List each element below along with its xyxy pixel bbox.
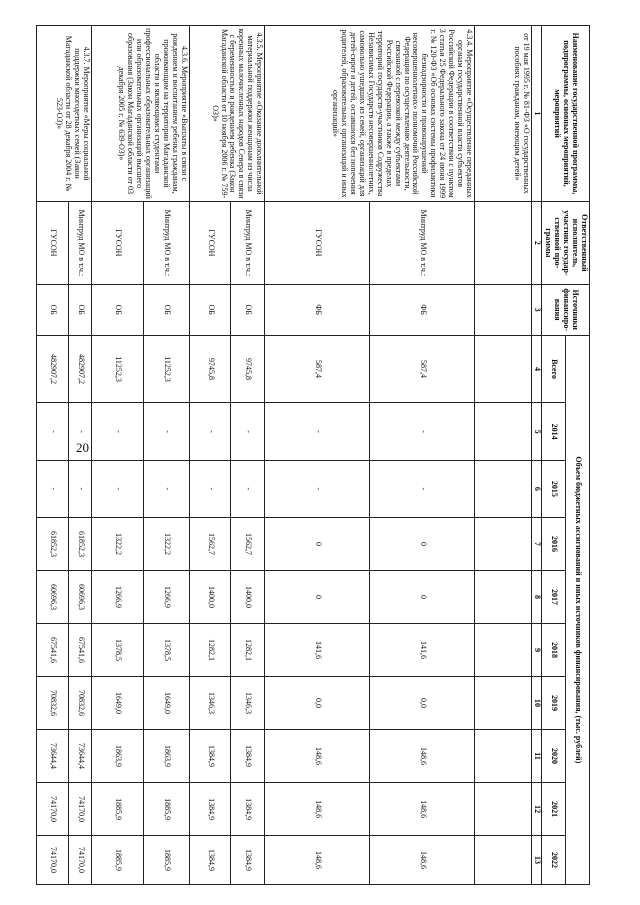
- value-cell: 148,6: [370, 783, 475, 836]
- table-row: [231, 26, 265, 885]
- value-cell: 1282,1: [190, 624, 231, 677]
- value-cell: 1384,9: [231, 730, 265, 783]
- value-cell: [475, 624, 532, 677]
- value-cell: -: [370, 403, 475, 460]
- value-cell: 73644,4: [69, 730, 92, 783]
- value-cell: 1863,9: [144, 730, 190, 783]
- value-cell: 1384,9: [190, 836, 231, 885]
- value-cell: 1346,3: [190, 677, 231, 730]
- value-cell: -: [37, 460, 69, 517]
- total-cell: [475, 335, 532, 403]
- value-cell: -: [231, 403, 265, 460]
- column-index: 9: [532, 624, 542, 677]
- value-cell: 70832,6: [37, 677, 69, 730]
- value-cell: 70832,6: [69, 677, 92, 730]
- table-row: [144, 26, 190, 885]
- column-index: 5: [532, 403, 542, 460]
- responsible-cell: [475, 202, 532, 285]
- total-cell: 482907,2: [37, 335, 69, 403]
- column-index: 8: [532, 571, 542, 624]
- value-cell: 1266,9: [144, 571, 190, 624]
- value-cell: -: [91, 460, 143, 517]
- value-cell: [475, 677, 532, 730]
- value-cell: -: [231, 460, 265, 517]
- value-cell: 141,6: [265, 624, 370, 677]
- header-year: 2020: [542, 730, 566, 783]
- value-cell: 1378,5: [91, 624, 143, 677]
- value-cell: 61852,3: [37, 517, 69, 570]
- value-cell: 1266,9: [91, 571, 143, 624]
- value-cell: 148,6: [370, 730, 475, 783]
- value-cell: 0,0: [370, 677, 475, 730]
- total-cell: 11252,3: [91, 335, 143, 403]
- responsible-cell: ГУСОН: [91, 202, 143, 285]
- value-cell: -: [370, 460, 475, 517]
- value-cell: 0: [265, 517, 370, 570]
- value-cell: 1282,1: [231, 624, 265, 677]
- header-name: Наименование государственной программы, подпрограммы, основных мероприятий, мероприятий: [542, 26, 590, 202]
- measure-name: от 19 мая 1995 г. № 81-ФЗ «О государственных пособиях гражданам, имеющим детей»: [475, 26, 532, 202]
- header-year: 2016: [542, 517, 566, 570]
- value-cell: 67541,6: [69, 624, 92, 677]
- value-cell: 1400,0: [231, 571, 265, 624]
- source-cell: ОБ: [37, 284, 69, 335]
- value-cell: 1322,2: [144, 517, 190, 570]
- value-cell: 67541,6: [37, 624, 69, 677]
- source-cell: ОБ: [144, 284, 190, 335]
- value-cell: 1384,9: [231, 783, 265, 836]
- responsible-cell: Минтруд МО в т.ч.:: [144, 202, 190, 285]
- column-index: 3: [532, 284, 542, 335]
- header-year: 2022: [542, 836, 566, 885]
- column-index: 2: [532, 202, 542, 285]
- value-cell: -: [190, 460, 231, 517]
- source-cell: ОБ: [91, 284, 143, 335]
- source-cell: ОБ: [231, 284, 265, 335]
- value-cell: -: [265, 403, 370, 460]
- column-index: 12: [532, 783, 542, 836]
- value-cell: -: [190, 403, 231, 460]
- total-cell: 11252,3: [144, 335, 190, 403]
- responsible-cell: Минтруд МО в т.ч.:: [69, 202, 92, 285]
- value-cell: [475, 571, 532, 624]
- value-cell: 1562,7: [190, 517, 231, 570]
- value-cell: -: [69, 460, 92, 517]
- column-index: 4: [532, 335, 542, 403]
- value-cell: 0: [370, 571, 475, 624]
- source-cell: ФБ: [265, 284, 370, 335]
- header-responsible: Ответственный исполнитель, участник государ-ственной про-граммы: [542, 202, 590, 285]
- value-cell: 1384,9: [190, 730, 231, 783]
- value-cell: 148,6: [265, 836, 370, 885]
- value-cell: 1384,9: [231, 836, 265, 885]
- value-cell: 1384,9: [190, 783, 231, 836]
- value-cell: 1885,9: [144, 836, 190, 885]
- column-index: 6: [532, 460, 542, 517]
- header-volume: Объем бюджетных ассигнований и иных источников финансирования, (тыс. рублей): [566, 335, 590, 884]
- measure-name: 4.3.4. Мероприятие «Осуществление переданных органам государственной власти субъектов Российской Федерации в соответствии с пунктом 3 статьи 25 Федерального закона от 24 июня 1999 г. № 120-ФЗ «Об основах системы профилактики безнадзорности и правонарушений несовершеннолетних» полномочий Российской Федерации по осуществлению деятельности, связанной с перевозкой между субъектами Российской Федерации, а также в пределах территорий государств-участников Содружества Независимых Государств несовершеннолетних, самовольно ушедших из семей, организаций для детей-сирот и детей, оставшихся без попечения родителей, образовательных организаций и иных организаций»: [265, 26, 475, 202]
- total-cell: 587,4: [370, 335, 475, 403]
- total-cell: 587,4: [265, 335, 370, 403]
- value-cell: 1885,9: [91, 836, 143, 885]
- table-row: [370, 26, 475, 885]
- header-total: Всего: [542, 335, 566, 403]
- value-cell: -: [144, 460, 190, 517]
- responsible-cell: ГУСОН: [190, 202, 231, 285]
- column-index: 7: [532, 517, 542, 570]
- table-row: [69, 26, 92, 885]
- value-cell: 1400,0: [190, 571, 231, 624]
- value-cell: -: [144, 403, 190, 460]
- value-cell: -: [37, 403, 69, 460]
- value-cell: [475, 403, 532, 460]
- value-cell: 1322,2: [91, 517, 143, 570]
- value-cell: -: [69, 403, 92, 460]
- column-index: 1: [532, 26, 542, 202]
- value-cell: 1378,5: [144, 624, 190, 677]
- responsible-cell: ГУСОН: [265, 202, 370, 285]
- value-cell: 74170,0: [69, 836, 92, 885]
- value-cell: 60696,3: [69, 571, 92, 624]
- value-cell: 1346,3: [231, 677, 265, 730]
- value-cell: 74170,0: [37, 836, 69, 885]
- value-cell: -: [265, 460, 370, 517]
- total-cell: 9745,8: [190, 335, 231, 403]
- value-cell: 0,0: [265, 677, 370, 730]
- measure-name: 4.3.7. Мероприятие «Меры социальной поддержки многодетных семей (Закон Магаданской области от 28 декабря 2004 г. № 523-ОЗ)»: [37, 26, 92, 202]
- financing-table: [36, 25, 590, 885]
- source-cell: [475, 284, 532, 335]
- header-row: [566, 26, 590, 885]
- responsible-cell: Минтруд МО в т.ч.:: [370, 202, 475, 285]
- column-index: 10: [532, 677, 542, 730]
- value-cell: 141,6: [370, 624, 475, 677]
- value-cell: 61852,3: [69, 517, 92, 570]
- column-index-row: [532, 26, 542, 885]
- header-year: 2014: [542, 403, 566, 460]
- value-cell: -: [91, 403, 143, 460]
- value-cell: 74170,0: [69, 783, 92, 836]
- value-cell: 148,6: [265, 730, 370, 783]
- value-cell: [475, 460, 532, 517]
- value-cell: 1649,0: [144, 677, 190, 730]
- responsible-cell: Минтруд МО в т.ч.:: [231, 202, 265, 285]
- source-cell: ФБ: [370, 284, 475, 335]
- column-index: 11: [532, 730, 542, 783]
- value-cell: 1649,0: [91, 677, 143, 730]
- value-cell: 0: [370, 517, 475, 570]
- header-year: 2015: [542, 460, 566, 517]
- header-year: 2018: [542, 624, 566, 677]
- rotated-table-wrapper: [49, 25, 590, 885]
- value-cell: 1562,7: [231, 517, 265, 570]
- header-year: 2017: [542, 571, 566, 624]
- table-row: [475, 26, 532, 885]
- source-cell: ОБ: [69, 284, 92, 335]
- header-source: Источники финансиро-вания: [542, 284, 590, 335]
- page-number: 20: [76, 440, 89, 455]
- total-cell: 9745,8: [231, 335, 265, 403]
- measure-name: 4.3.5. Мероприятие «Оказание дополнительной материальной поддержки женщинам из числа коренных малочисленных народов Севера в связи с беременностью и рождением ребенка (Закон Магаданской области от 10 ноября 2006 г. № 759-ОЗ)»: [190, 26, 265, 202]
- value-cell: 73644,4: [37, 730, 69, 783]
- measure-name: 4.3.6. Мероприятие «Выплаты в связи с рождением и воспитанием ребенка гражданам, проживающим на территории Магаданской области и являющимся студентами профессиональных образовательных организаций или образовательных организаций высшего образования (Закон Магаданской области от 03 декабря 2005 г. № 639-ОЗ)»: [91, 26, 189, 202]
- value-cell: 148,6: [265, 783, 370, 836]
- value-cell: [475, 517, 532, 570]
- value-cell: 1885,9: [144, 783, 190, 836]
- value-cell: 60696,3: [37, 571, 69, 624]
- value-cell: [475, 836, 532, 885]
- value-cell: 1885,9: [91, 783, 143, 836]
- total-cell: 482907,2: [69, 335, 92, 403]
- value-cell: 148,6: [370, 836, 475, 885]
- responsible-cell: ГУСОН: [37, 202, 69, 285]
- value-cell: [475, 783, 532, 836]
- header-year: 2019: [542, 677, 566, 730]
- value-cell: 1863,9: [91, 730, 143, 783]
- value-cell: 74170,0: [37, 783, 69, 836]
- header-year: 2021: [542, 783, 566, 836]
- source-cell: ОБ: [190, 284, 231, 335]
- column-index: 13: [532, 836, 542, 885]
- value-cell: 0: [265, 571, 370, 624]
- value-cell: [475, 730, 532, 783]
